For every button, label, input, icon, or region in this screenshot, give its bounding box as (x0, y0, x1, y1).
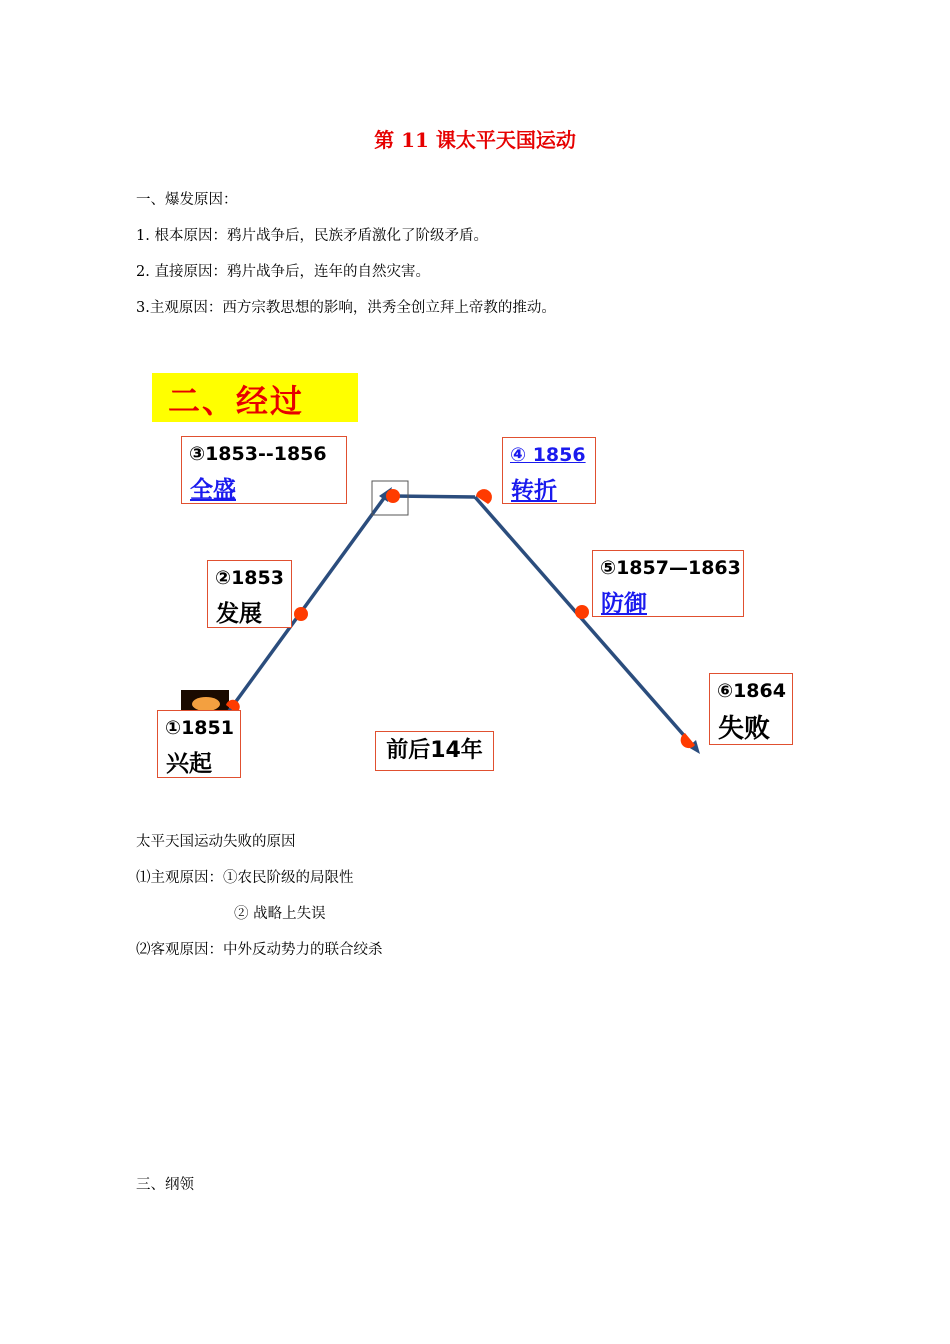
stage-box-5 (592, 550, 744, 617)
stage-box-1 (157, 710, 241, 778)
decline-arrow-line (475, 497, 695, 748)
program-heading: 三、纲领 (136, 1177, 194, 1193)
stage-box-2 (207, 560, 292, 628)
stage-year: ②1853 (215, 567, 284, 589)
cause-item: 1. 根本原因：鸦片战争后，民族矛盾激化了阶级矛盾。 (136, 228, 488, 244)
failure-subjective: ⑴主观原因：①农民阶级的局限性 (136, 870, 354, 886)
failure-heading: 太平天国运动失败的原因 (136, 834, 296, 850)
cause-item: 2. 直接原因：鸦片战争后，连年的自然灾害。 (136, 264, 430, 280)
stage-year-link[interactable]: ④ 1856 (510, 444, 586, 466)
failure-objective: ⑵客观原因：中外反动势力的联合绞杀 (136, 942, 383, 958)
stage-event: 发展 (216, 601, 262, 627)
stage-box-3 (181, 436, 347, 504)
cause-item: 3.主观原因：西方宗教思想的影响，洪秀全创立拜上帝教的推动。 (136, 300, 556, 316)
stage-box-4 (502, 437, 596, 504)
stage-year: ⑤1857—1863 (600, 557, 741, 579)
duration-box: 前后14年 (375, 731, 494, 771)
stage-year: ⑥1864 (717, 680, 786, 702)
marker-dot (575, 605, 589, 619)
flame-glow (192, 697, 220, 711)
marker-dot (681, 733, 695, 748)
stage-event-link[interactable]: 防御 (601, 591, 647, 617)
stage-event: 失败 (718, 714, 771, 744)
stage-year: ③1853--1856 (189, 443, 327, 465)
stage-event-link[interactable]: 转折 (511, 478, 557, 504)
failure-subjective-2: ② 战略上失误 (234, 906, 326, 922)
causes-heading: 一、爆发原因： (136, 192, 238, 208)
plateau-line (392, 496, 475, 497)
stage-event: 兴起 (166, 751, 212, 777)
stage-box-6 (709, 673, 793, 745)
stage-event-link[interactable]: 全盛 (190, 477, 236, 503)
marker-dot (386, 489, 400, 503)
page-title: 第 11 课太平天国运动 (374, 128, 576, 152)
marker-dot (294, 607, 308, 621)
stage-year: ①1851 (165, 717, 234, 739)
process-banner-label: 二、经过 (168, 382, 305, 420)
